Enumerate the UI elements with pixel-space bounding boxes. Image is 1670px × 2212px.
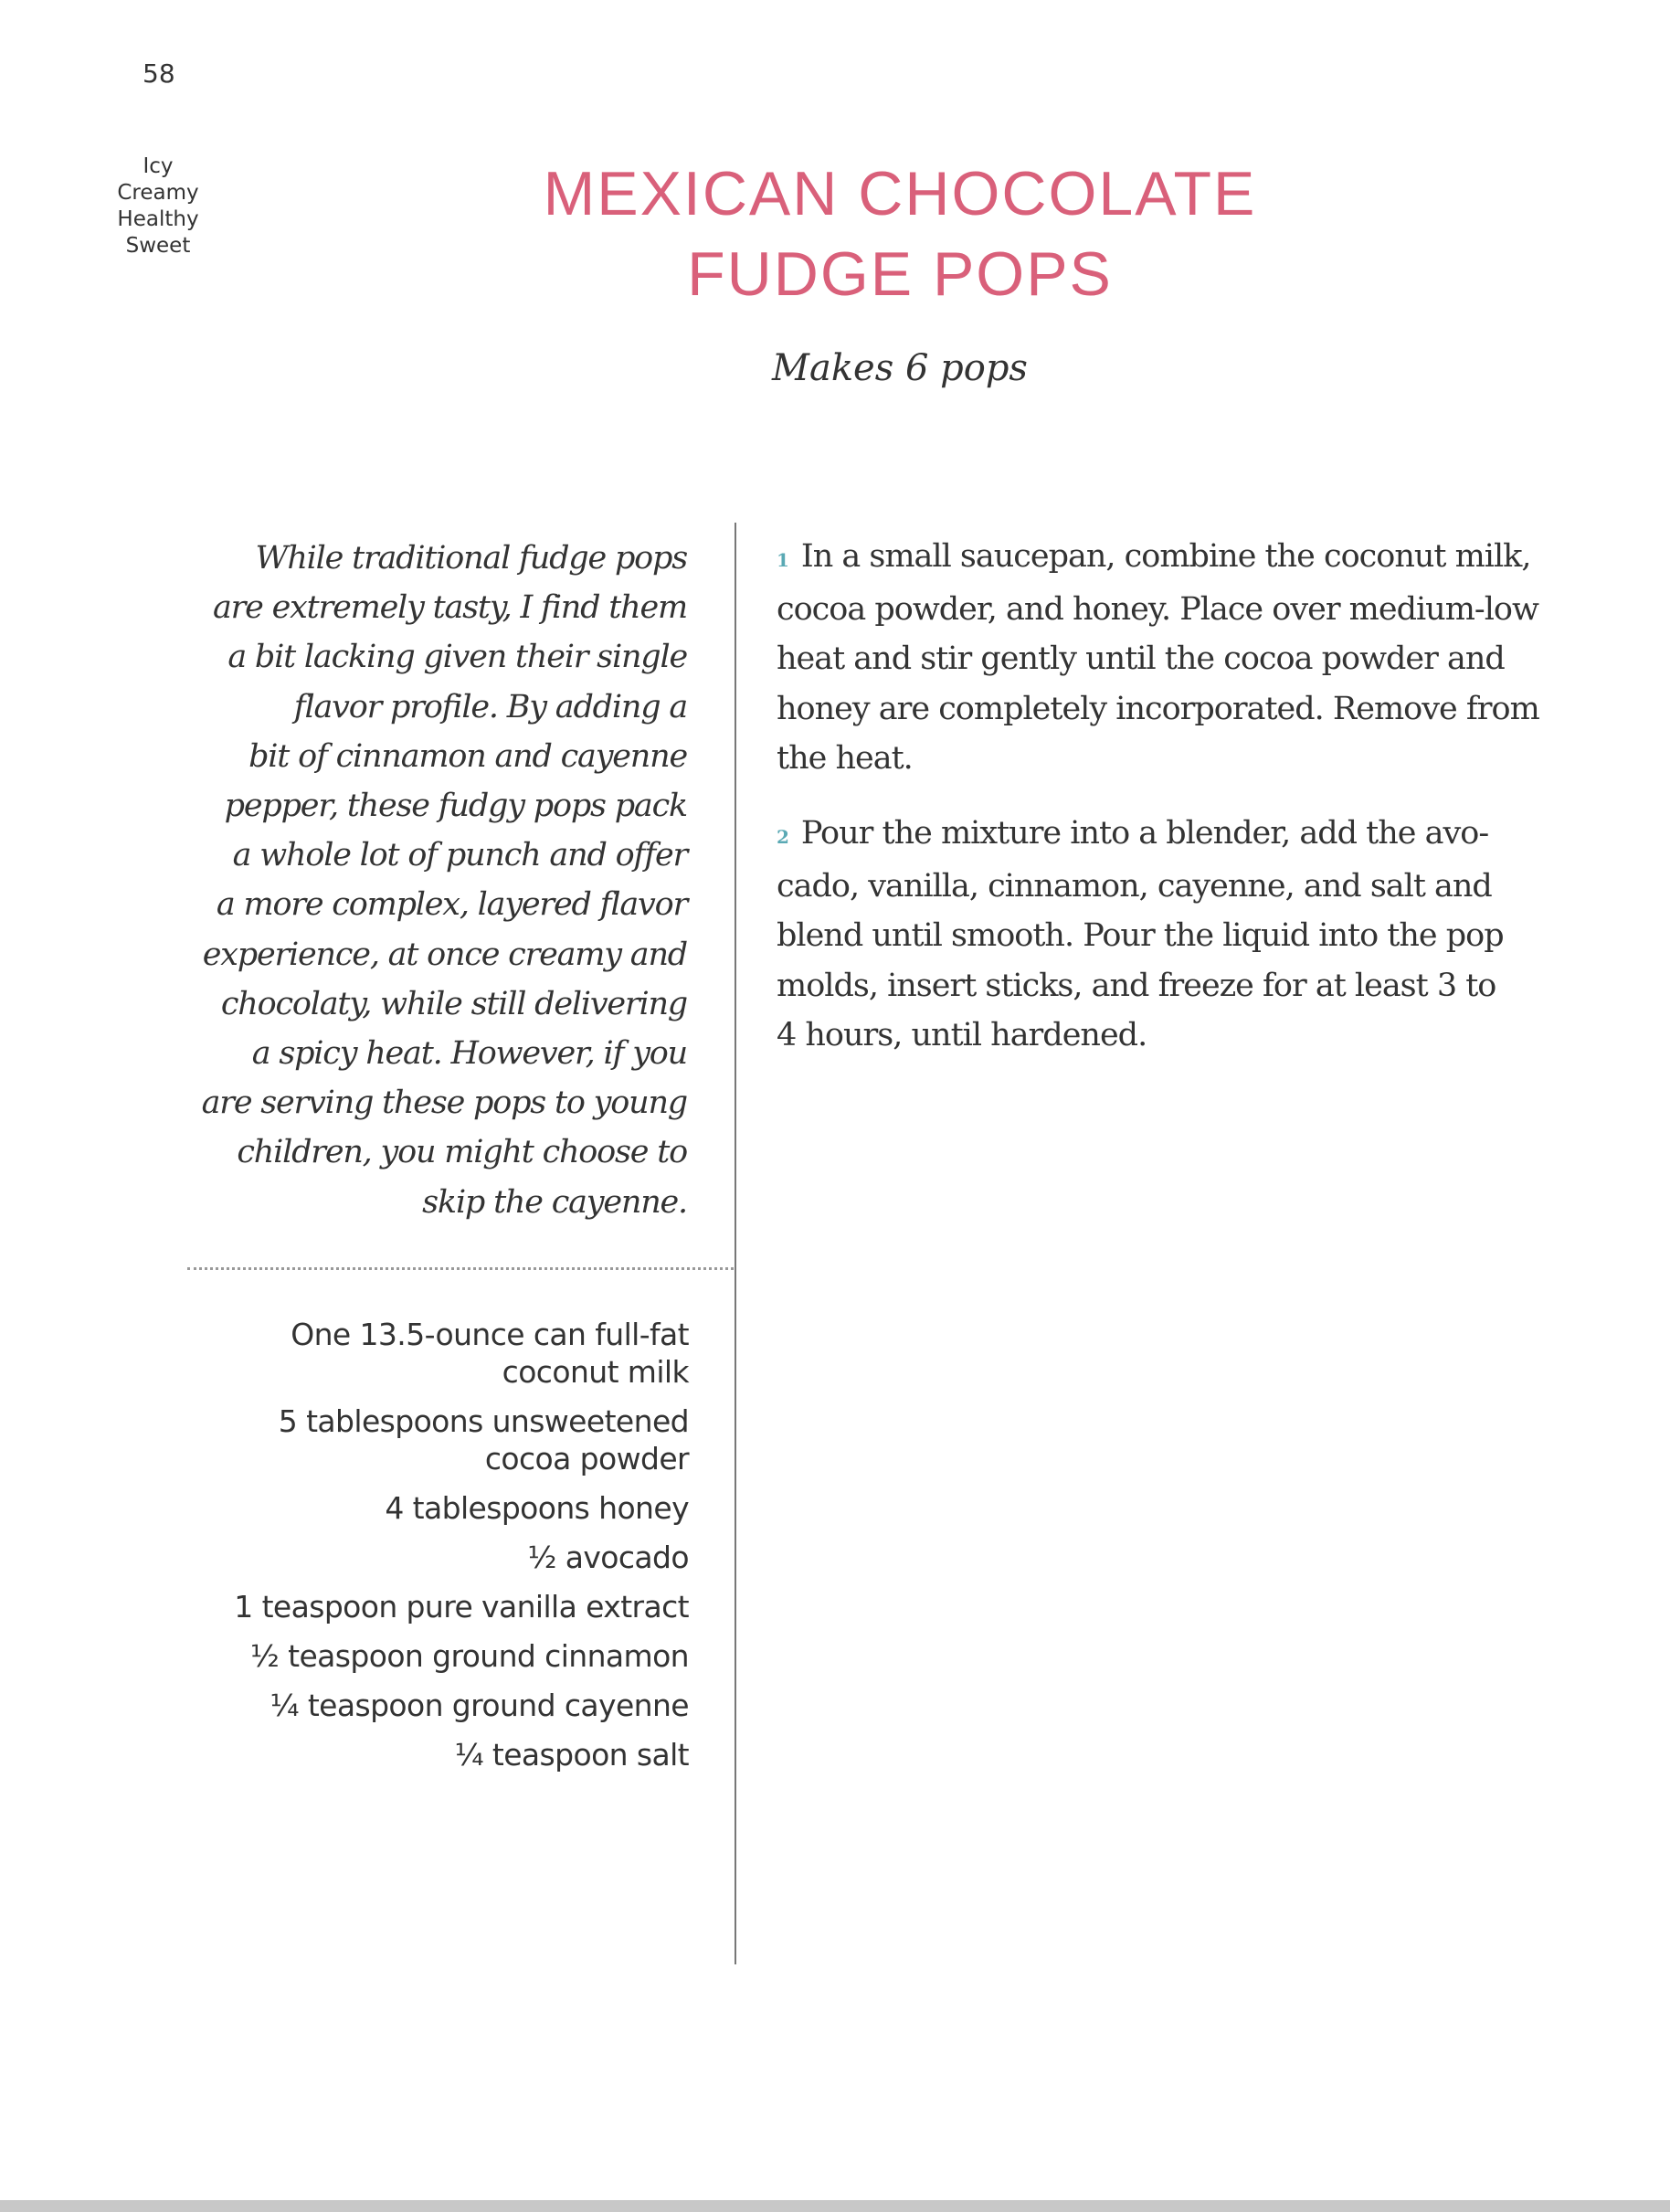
tag: Sweet — [125, 234, 191, 258]
step-number: 2 — [777, 826, 788, 849]
step-2 — [777, 809, 1599, 1060]
intro-line: a whole lot of punch and offer — [232, 837, 687, 874]
intro-line: bit of cinnamon and cayenne — [248, 737, 687, 775]
step-line: In a small saucepan, combine the coconut milk, — [800, 538, 1531, 575]
intro-line: While traditional fudge pops — [255, 540, 687, 577]
ingredient-item: 4 tablespoons honey — [385, 1490, 689, 1526]
step-line: cocoa powder, and honey. Place over medium-low — [777, 591, 1538, 629]
intro-line: flavor profile. By adding a — [293, 688, 687, 725]
ingredient-item — [137, 1316, 689, 1391]
ingredient-text: coconut milk — [502, 1354, 689, 1390]
dotted-divider — [187, 1267, 734, 1270]
step-line: molds, insert sticks, and freeze for at least 3 to — [777, 967, 1496, 1004]
recipe-yield: Makes 6 pops — [772, 347, 1028, 389]
step-line: 4 hours, until hardened. — [777, 1016, 1147, 1053]
ingredient-list — [137, 1316, 689, 1785]
ingredient-item: ¼ teaspoon ground cayenne — [270, 1688, 689, 1723]
ingredient-item — [137, 1402, 689, 1477]
step-line: honey are completely incorporated. Remove from — [777, 690, 1539, 727]
intro-line: skip the cayenne. — [422, 1183, 687, 1221]
recipe-tags — [99, 153, 217, 259]
intro-line: a bit lacking given their single — [227, 639, 687, 676]
tag: Creamy — [117, 181, 199, 205]
intro-paragraph — [137, 534, 687, 1227]
ingredient-text: One 13.5-ounce can full-fat — [291, 1317, 689, 1352]
intro-line: are extremely tasty, I find them — [212, 589, 687, 627]
ingredient-text: cocoa powder — [484, 1441, 689, 1476]
tag: Healthy — [117, 207, 199, 231]
step-line: blend until smooth. Pour the liquid into the pop — [777, 917, 1504, 955]
title-line: FUDGE POPS — [687, 239, 1113, 309]
intro-line: a spicy heat. However, if you — [251, 1035, 687, 1073]
ingredient-item: ½ avocado — [527, 1540, 689, 1575]
page-number: 58 — [143, 58, 175, 89]
ingredient-item: ½ teaspoon ground cinnamon — [249, 1638, 689, 1674]
step-1 — [777, 532, 1599, 783]
ingredient-item: 1 teaspoon pure vanilla extract — [234, 1589, 689, 1625]
intro-line: experience, at once creamy and — [202, 936, 687, 973]
step-line: Pour the mixture into a blender, add the avo- — [800, 815, 1489, 852]
recipe-title — [365, 153, 1434, 314]
scan-edge — [0, 2200, 1670, 2212]
ingredient-text: 5 tablespoons unsweetened — [278, 1403, 689, 1439]
step-number: 1 — [777, 549, 788, 571]
step-line: heat and stir gently until the cocoa powder and — [777, 640, 1505, 678]
step-line: the heat. — [777, 739, 913, 777]
title-line: MEXICAN CHOCOLATE — [543, 159, 1257, 228]
tag: Icy — [143, 154, 174, 178]
intro-line: are serving these pops to young — [201, 1085, 687, 1122]
ingredient-item: ¼ teaspoon salt — [454, 1737, 689, 1773]
intro-line: a more complex, layered flavor — [216, 886, 687, 924]
instruction-steps — [777, 532, 1599, 1085]
intro-line: pepper, these fudgy pops pack — [224, 788, 687, 825]
column-divider — [735, 523, 736, 1964]
intro-line: chocolaty, while still delivering — [220, 985, 687, 1022]
step-line: cado, vanilla, cinnamon, cayenne, and salt and — [777, 868, 1492, 905]
intro-line: children, you might choose to — [237, 1134, 687, 1171]
